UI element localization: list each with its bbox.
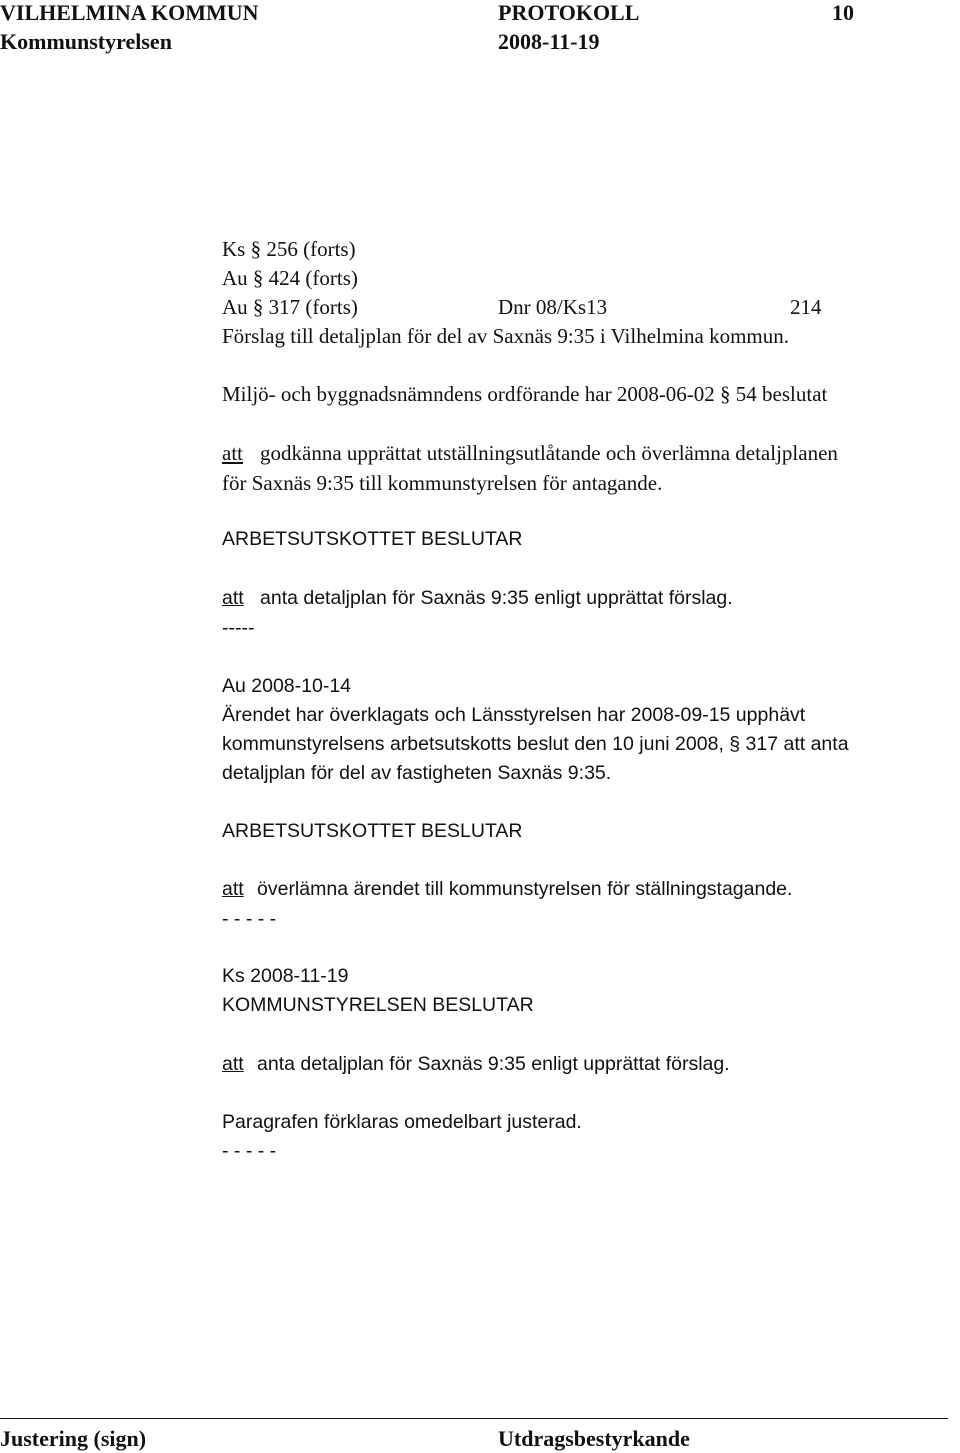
section-date: Au 2008-10-14 xyxy=(222,675,352,697)
page-number: 10 xyxy=(832,0,854,25)
case-code: 214 xyxy=(790,295,822,319)
decision-heading: ARBETSUTSKOTTET BESLUTAR xyxy=(222,820,523,842)
footer-certification-label: Utdragsbestyrkande xyxy=(498,1426,690,1451)
section-separator: ----- xyxy=(222,617,255,639)
att-keyword: att xyxy=(222,587,244,609)
municipality-name: VILHELMINA KOMMUN xyxy=(0,0,259,25)
meeting-date: 2008-11-19 xyxy=(498,29,600,54)
att-keyword: att xyxy=(222,878,244,900)
board-decision-intro: Miljö- och byggnadsnämndens ordförande har 2008-06-02 § 54 beslutat xyxy=(222,382,828,406)
decision-text: anta detaljplan för Saxnäs 9:35 enligt upprättat förslag. xyxy=(260,587,733,609)
document-type: PROTOKOLL xyxy=(498,0,640,25)
body-name: Kommunstyrelsen xyxy=(0,29,172,54)
diary-number: Dnr 08/Ks13 xyxy=(498,295,608,319)
section-separator: - - - - - xyxy=(222,1140,277,1162)
decision-heading: ARBETSUTSKOTTET BESLUTAR xyxy=(222,528,523,550)
att-keyword: att xyxy=(222,1053,244,1075)
clause-line: för Saxnäs 9:35 till kommunstyrelsen för antagande. xyxy=(222,471,663,495)
footer-rule xyxy=(0,1418,948,1419)
case-reference-au-424: Au § 424 (forts) xyxy=(222,266,358,290)
body-text-line: Ärendet har överklagats och Länsstyrelsen har 2008-09-15 upphävt xyxy=(222,704,806,726)
body-text-line: kommunstyrelsens arbetsutskotts beslut den 10 juni 2008, § 317 att anta xyxy=(222,733,849,755)
decision-text: anta detaljplan för Saxnäs 9:35 enligt upprättat förslag. xyxy=(257,1053,730,1075)
section-separator: - - - - - xyxy=(222,908,277,930)
att-keyword: att xyxy=(222,441,243,465)
body-text-line: detaljplan för del av fastigheten Saxnäs 9:35. xyxy=(222,762,612,784)
case-title: Förslag till detaljplan för del av Saxnäs 9:35 i Vilhelmina kommun. xyxy=(222,324,790,348)
clause-line: godkänna upprättat utställningsutlåtande och överlämna detaljplanen xyxy=(260,441,838,465)
case-reference-ks: Ks § 256 (forts) xyxy=(222,237,356,261)
adjusted-statement: Paragrafen förklaras omedelbart justerad. xyxy=(222,1111,582,1133)
case-reference-au-317: Au § 317 (forts) xyxy=(222,295,358,319)
decision-text: överlämna ärendet till kommunstyrelsen för ställningstagande. xyxy=(257,878,793,900)
footer-signature-label: Justering (sign) xyxy=(0,1426,147,1451)
decision-heading: KOMMUNSTYRELSEN BESLUTAR xyxy=(222,994,534,1016)
section-date: Ks 2008-11-19 xyxy=(222,965,349,987)
